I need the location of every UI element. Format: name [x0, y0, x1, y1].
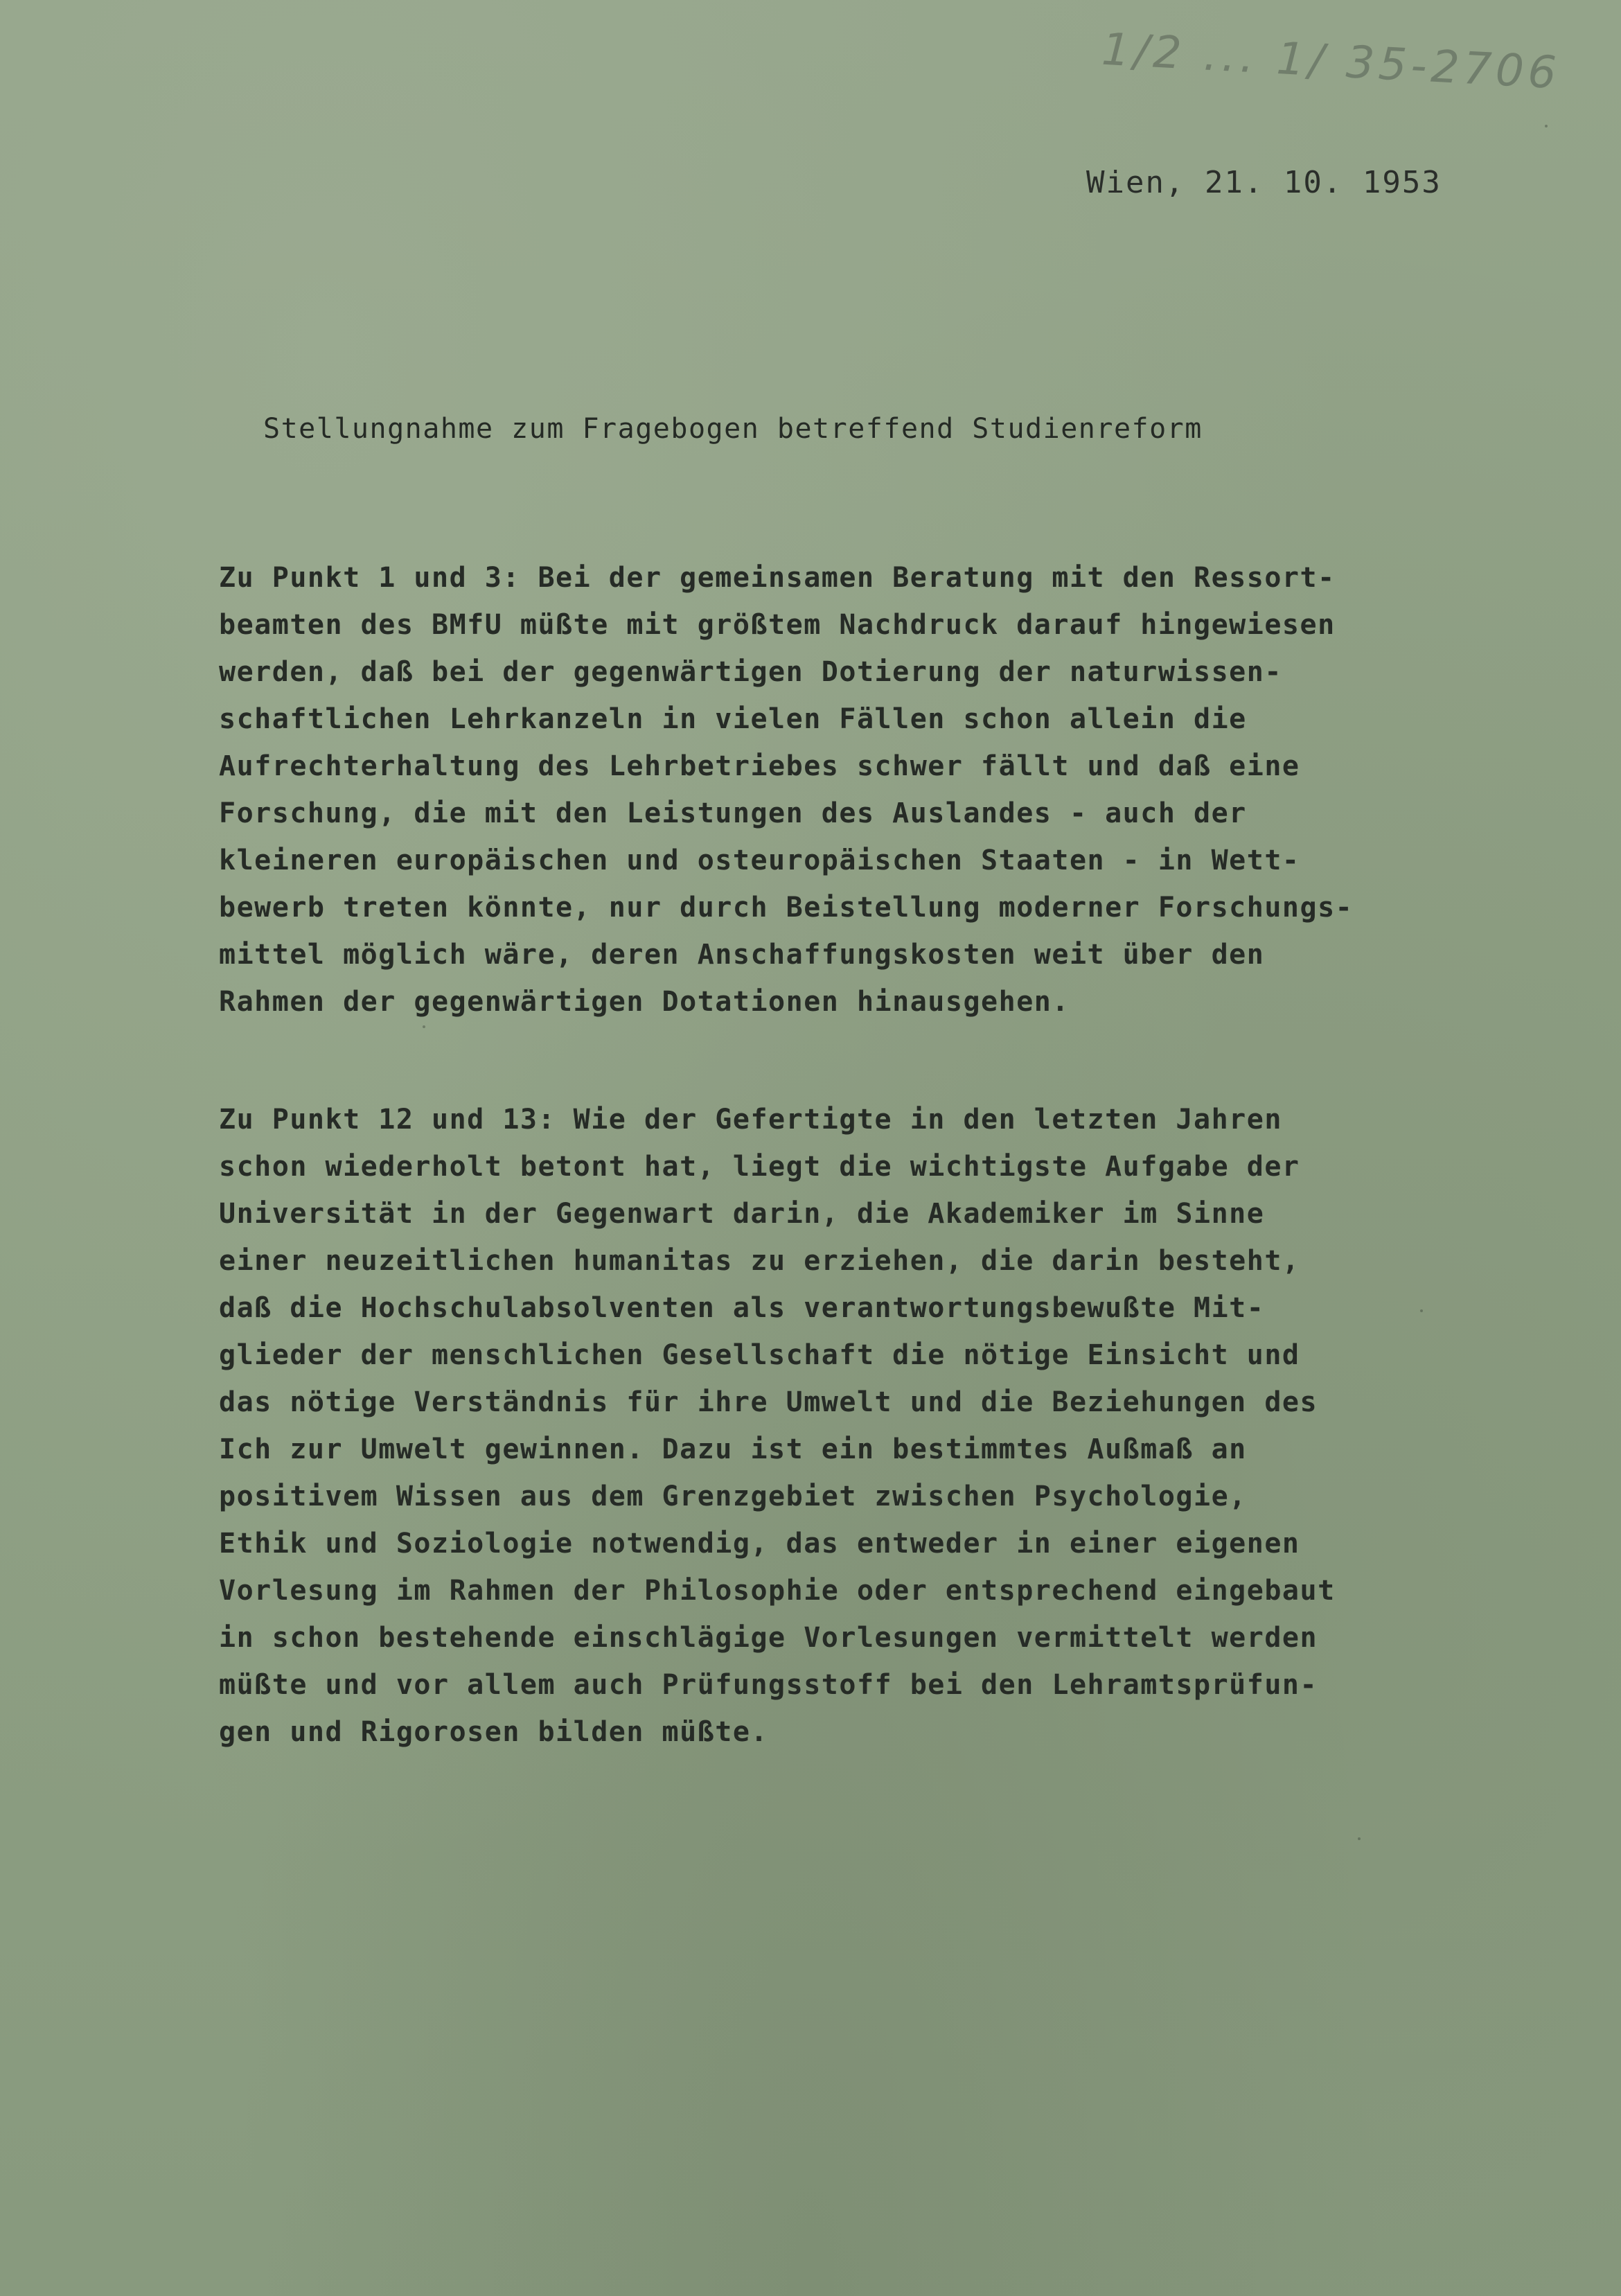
text-line: werden, daß bei der gegenwärtigen Dotierung der naturwissen- — [219, 656, 1282, 688]
text-line: gen und Rigorosen bilden müßte. — [219, 1716, 769, 1748]
text-line: Zu Punkt 1 und 3: Bei der gemeinsamen Beratung mit den Ressort- — [219, 562, 1336, 594]
text-line: positivem Wissen aus dem Grenzgebiet zwischen Psychologie, — [219, 1481, 1247, 1512]
paper-speck — [423, 1025, 425, 1028]
text-line: beamten des BMfU müßte mit größtem Nachdruck darauf hingewiesen — [219, 609, 1336, 641]
text-line: kleineren europäischen und osteuropäischen Staaten - in Wett- — [219, 845, 1300, 876]
text-line: Forschung, die mit den Leistungen des Auslandes - auch der — [219, 797, 1247, 829]
text-line: bewerb treten könnte, nur durch Beistellung moderner Forschungs- — [219, 892, 1354, 924]
text-line: Zu Punkt 12 und 13: Wie der Gefertigte in den letzten Jahren — [219, 1104, 1282, 1136]
text-line: mittel möglich wäre, deren Anschaffungskosten weit über den — [219, 939, 1265, 971]
archive-reference-mark: 1/2 ... 1/ 35-2706 — [1100, 24, 1562, 100]
paper-speck — [1545, 125, 1548, 127]
text-line: in schon bestehende einschlägige Vorlesungen vermittelt werden — [219, 1622, 1318, 1654]
text-line: Ethik und Soziologie notwendig, das entweder in einer eigenen — [219, 1528, 1300, 1560]
text-line: Rahmen der gegenwärtigen Dotationen hinausgehen. — [219, 986, 1070, 1018]
text-line: schaftlichen Lehrkanzeln in vielen Fällen schon allein die — [219, 703, 1247, 735]
text-line: daß die Hochschulabsolventen als verantwortungsbewußte Mit- — [219, 1292, 1265, 1324]
text-line: Aufrechterhaltung des Lehrbetriebes schwer fällt und daß eine — [219, 750, 1300, 782]
text-line: Universität in der Gegenwart darin, die Akademiker im Sinne — [219, 1198, 1265, 1230]
text-line: einer neuzeitlichen humanitas zu erziehen, die darin besteht, — [219, 1245, 1300, 1277]
text-line: schon wiederholt betont hat, liegt die wichtigste Aufgabe der — [219, 1151, 1300, 1183]
text-line: Ich zur Umwelt gewinnen. Dazu ist ein bestimmtes Außmaß an — [219, 1433, 1247, 1465]
paragraph-punkt-1-3 — [219, 554, 1535, 1025]
text-line: Vorlesung im Rahmen der Philosophie oder entsprechend eingebaut — [219, 1575, 1336, 1607]
text-line: das nötige Verständnis für ihre Umwelt und die Beziehungen des — [219, 1386, 1318, 1418]
document-title: Stellungnahme zum Fragebogen betreffend Studienreform — [263, 413, 1203, 445]
document-date: Wien, 21. 10. 1953 — [1086, 165, 1442, 200]
paragraph-punkt-12-13 — [219, 1096, 1535, 1756]
paper-speck — [1420, 1309, 1423, 1312]
text-line: müßte und vor allem auch Prüfungsstoff bei den Lehramtsprüfun- — [219, 1669, 1318, 1701]
paper-speck — [1358, 1837, 1361, 1840]
text-line: glieder der menschlichen Gesellschaft die nötige Einsicht und — [219, 1339, 1300, 1371]
